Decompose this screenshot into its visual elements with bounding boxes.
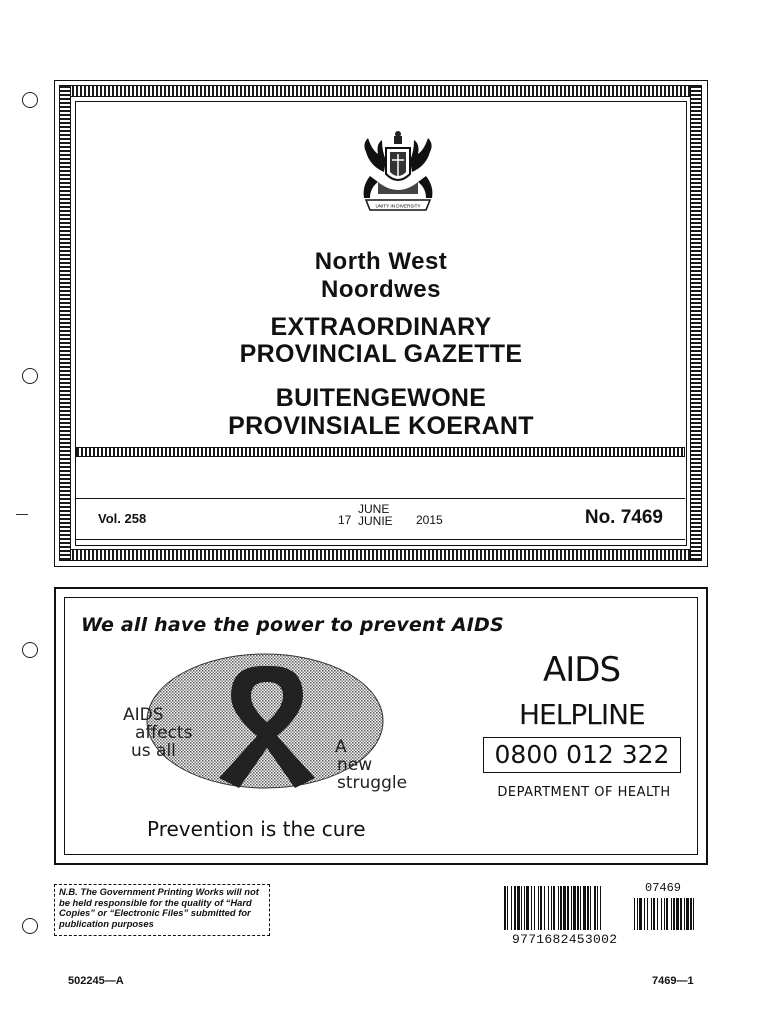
greek-key-border-middle <box>76 447 685 457</box>
province-name-af: Noordwes <box>320 276 441 303</box>
greek-key-border-left <box>59 85 71 561</box>
footer-code-right: 7469—1 <box>652 975 694 987</box>
punch-hole-3 <box>22 642 38 658</box>
barcode-digits: 9771682453002 <box>512 932 618 947</box>
greek-key-border-bottom <box>59 549 702 561</box>
masthead-panel <box>75 101 687 546</box>
issue-day: 17 <box>338 513 352 527</box>
aids-advertisement <box>54 587 708 865</box>
gazette-number: No. 7469 <box>584 507 663 528</box>
title-af-line1: BUITENGEWONE <box>275 384 487 412</box>
ribbon-text-struggle: struggle <box>337 773 408 793</box>
printing-disclaimer: N.B. The Government Printing Works will not be held responsible for the quality of “Hard Copies” or “Electronic Files” submitted for publication purposes <box>54 884 270 936</box>
punch-hole-4 <box>22 918 38 934</box>
ribbon-text-aids: AIDS <box>123 705 164 725</box>
helpline-heading: HELPLINE <box>519 698 645 731</box>
aids-heading: AIDS <box>543 650 621 690</box>
issue-info-row <box>76 498 685 540</box>
greek-key-border-top <box>59 85 702 97</box>
punch-hole-1 <box>22 92 38 108</box>
issue-month <box>358 503 393 527</box>
barcode-issue-code: 07469 <box>645 881 682 895</box>
title-en-line1: EXTRAORDINARY <box>270 313 492 341</box>
ribbon-text-a: A <box>335 737 347 757</box>
greek-key-border-right <box>690 85 702 561</box>
ribbon-text-affects: affects <box>135 723 193 743</box>
advert-slogan: Prevention is the cure <box>147 817 366 841</box>
title-en-line2: PROVINCIAL GAZETTE <box>239 340 523 368</box>
crest-motto-text: UNITY IN DIVERSITY <box>375 203 421 209</box>
ribbon-text-new: new <box>337 755 373 775</box>
issue-month-en: JUNE <box>358 502 390 516</box>
footer-code-left: 502245—A <box>68 975 124 987</box>
margin-tick <box>16 514 28 515</box>
department-name: DEPARTMENT OF HEALTH <box>497 785 671 800</box>
advert-headline: We all have the power to prevent AIDS <box>81 614 504 636</box>
issue-year: 2015 <box>416 513 443 527</box>
title-af-line2: PROVINSIALE KOERANT <box>228 412 534 440</box>
punch-hole-2 <box>22 368 38 384</box>
ribbon-text-us-all: us all <box>131 741 176 761</box>
volume-number: Vol. 258 <box>98 511 147 526</box>
helpline-phone-number: 0800 012 322 <box>483 737 681 773</box>
coat-of-arms-icon <box>348 130 448 216</box>
issue-month-af: JUNIE <box>358 514 393 528</box>
province-name-en: North West <box>314 248 448 275</box>
gazette-masthead <box>54 80 708 567</box>
advertisement-panel <box>64 597 698 855</box>
